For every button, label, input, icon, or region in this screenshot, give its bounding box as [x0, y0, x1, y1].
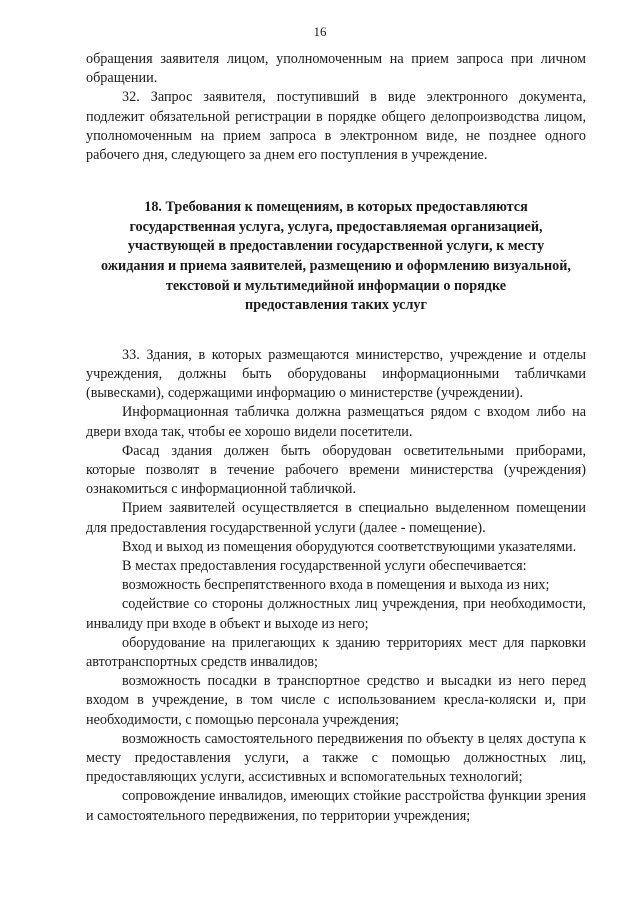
- paragraph-33: 33. Здания, в которых размещаются министерство, учреждение и отделы учреждения, должны быть оборудованы информационными табличками (вывесками), содержащими информацию о министерстве (учреждении).: [86, 346, 586, 402]
- body-paragraph: Информационная табличка должна размещаться рядом с входом либо на двери входа так, чтобы ее хорошо видели посетители.: [86, 404, 586, 440]
- body-paragraph: Прием заявителей осуществляется в специально выделенном помещении для предоставления государственной услуги (далее - помещение).: [86, 500, 586, 536]
- body-paragraph: Фасад здания должен быть оборудован осветительными приборами, которые позволят в течение рабочего времени министерства (учреждения) ознакомиться с информационной табличкой.: [86, 442, 586, 498]
- body-paragraph: возможность самостоятельного передвижения по объекту в целях доступа к месту предоставления услуги, а также с помощью должностных лиц, предоставляющих услуги, ассистивных и вспомогательных технологий;: [86, 730, 586, 786]
- page-number: 16: [313, 24, 327, 39]
- section-title-line: государственная услуга, услуга, предоставляемая организацией,: [129, 218, 543, 235]
- document-body: [86, 50, 586, 826]
- section-title-line: 18. Требования к помещениям, в которых предоставляются: [144, 199, 528, 216]
- body-paragraph: сопровождение инвалидов, имеющих стойкие расстройства функции зрения и самостоятельного передвижения, по территории учреждения;: [86, 788, 586, 824]
- section-title-line: ожидания и приема заявителей, размещению и оформлению визуальной,: [101, 258, 571, 274]
- body-paragraph: возможность беспрепятственного входа в помещения и выхода из них;: [122, 577, 550, 594]
- body-paragraph: Вход и выход из помещения оборудуются соответствующими указателями.: [122, 538, 577, 555]
- body-paragraph: В местах предоставления государственной услуги обеспечивается:: [122, 558, 527, 575]
- intro-paragraph-continued: обращения заявителя лицом, уполномоченным на прием запроса при личном обращении.: [86, 51, 586, 87]
- body-paragraph: возможность посадки в транспортное средство и высадки из него перед входом в учреждение, в том числе с использованием кресла-коляски и, при необходимости, с помощью персонала учреждения;: [86, 673, 586, 728]
- paragraph-32: 32. Запрос заявителя, поступивший в виде электронного документа, подлежит обязательной регистрации в порядке общего делопроизводства лицом, уполномоченным на прием запроса в электронном виде, не позднее одного рабочего дня, следующего за днем его поступления в учреждение.: [86, 89, 586, 164]
- body-paragraph: оборудование на прилегающих к зданию территориях мест для парковки автотранспортных средств инвалидов;: [86, 634, 586, 671]
- body-paragraph: содействие со стороны должностных лиц учреждения, при необходимости, инвалиду при входе в объект и выходе из него;: [86, 596, 586, 632]
- section-title-line: предоставления таких услуг: [245, 297, 427, 314]
- section-title-line: текстовой и мультимедийной информации о порядке: [165, 277, 507, 294]
- section-title-line: участвующей в предоставлении государственной услуги, к месту: [127, 238, 545, 255]
- section-18-title: [86, 198, 586, 316]
